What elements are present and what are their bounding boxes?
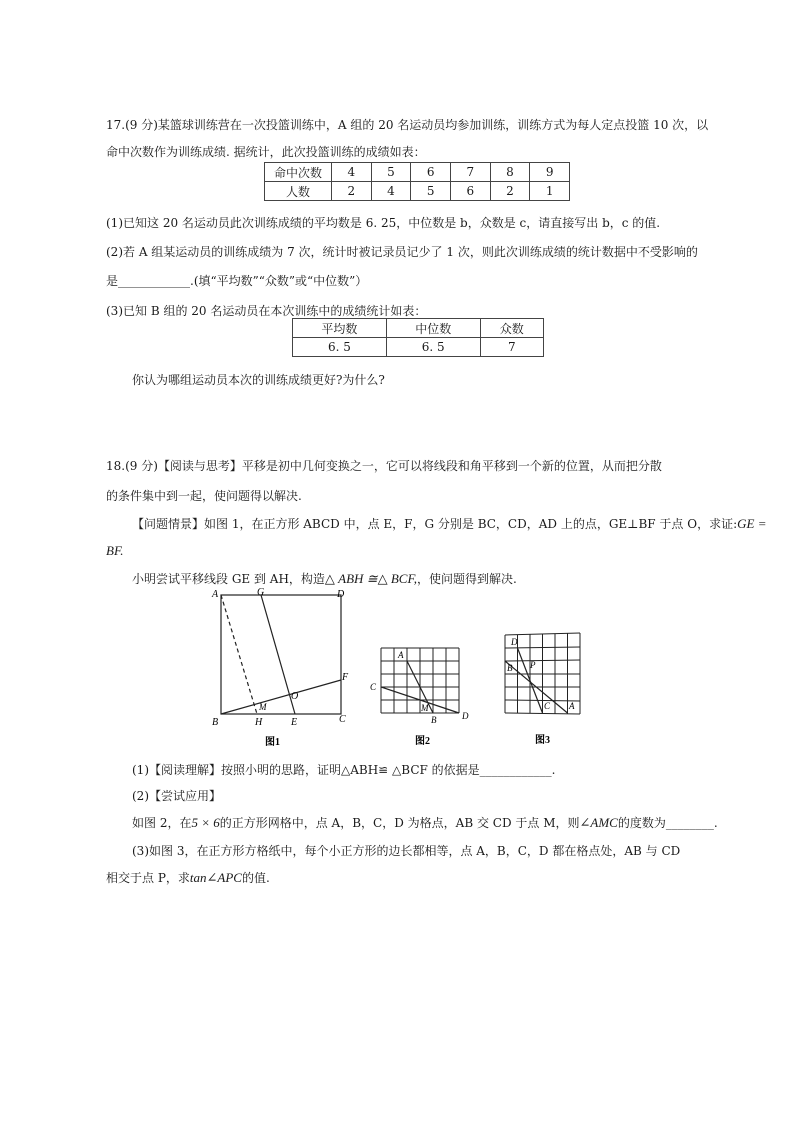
q18-scenario <box>132 516 766 532</box>
fig1-label-h: H <box>255 717 263 728</box>
q17-part1: (1)已知这 20 名运动员此次训练成绩的平均数是 6. 25，中位数是 b，众数是 c，请直接写出 b，c 的值. <box>106 216 661 230</box>
table-cell: 人数 <box>265 182 332 201</box>
table-cell: 8 <box>490 163 530 182</box>
fig3-label-d: D <box>511 637 518 647</box>
fig3-caption: 图3 <box>535 735 550 746</box>
fig1-label-b: B <box>212 717 219 728</box>
fig1-label-c: C <box>339 714 346 725</box>
figure-3 <box>495 630 595 750</box>
table-cell: 6 <box>411 163 451 182</box>
fig1-caption: 图1 <box>265 737 280 748</box>
q18-line2: 的条件集中到一起，使问题得以解决. <box>106 489 302 503</box>
table-row <box>293 338 544 357</box>
table-cell: 6. 5 <box>293 338 387 357</box>
table-cell: 5 <box>411 182 451 201</box>
fig3-label-b: B <box>507 663 513 673</box>
fig2-caption: 图2 <box>415 736 430 747</box>
segment-bf <box>221 680 341 714</box>
fig1-label-e: E <box>291 717 298 728</box>
table-row <box>265 182 570 201</box>
fig2-label-c: C <box>370 682 377 692</box>
table-cell: 9 <box>530 163 570 182</box>
table-cell: 6. 5 <box>386 338 480 357</box>
table-cell: 5 <box>371 163 411 182</box>
q18-scenario-end: BF. <box>106 543 124 558</box>
fig1-label-d: D <box>337 589 345 600</box>
fig3-label-a: A <box>569 701 575 711</box>
q18-attempt-text: 小明尝试平移线段 GE 到 AH，构造 <box>132 572 325 586</box>
square-abcd <box>221 595 341 714</box>
q18-sub3-text-a: 相交于点 P，求 <box>106 871 190 885</box>
q17-table1 <box>264 162 570 201</box>
fig1-label-o: O <box>291 691 299 702</box>
table-row <box>265 163 570 182</box>
figure-1 <box>205 585 365 750</box>
q17-line2: 命中次数作为训练成绩. 据统计，此次投篮训练的成绩如表： <box>106 145 426 159</box>
q18-sub3-line1: (3)如图 3，在正方形方格纸中，每个小正方形的边长都相等，点 A，B，C，D 都在格点处，AB 与 CD <box>132 844 681 858</box>
q18-line1: 18.(9 分)【阅读与思考】平移是初中几何变换之一，它可以将线段和角平移到一个新的位置，从而把分散 <box>106 459 662 473</box>
q18-sub3-tan: tan∠APC <box>189 870 242 885</box>
fig1-label-m: M <box>259 702 267 712</box>
q17-part2-line1: (2)若 A 组某运动员的训练成绩为 7 次，统计时被记录员记少了 1 次，则此次训练成绩的统计数据中不受影响的 <box>106 245 698 259</box>
q17-table2 <box>292 318 544 357</box>
table-cell: 4 <box>332 163 372 182</box>
q18-attempt-end: ，使问题得到解决. <box>416 572 517 586</box>
fig2-label-m: M <box>421 703 429 713</box>
table-cell: 1 <box>530 182 570 201</box>
fig2-label-b: B <box>431 715 437 725</box>
q18-sub2-text-b: 的正方形网格中，点 A，B，C，D 为格点，AB 交 CD 于点 M，则 <box>219 816 580 830</box>
table-cell: 中位数 <box>386 319 480 338</box>
fig3-label-c: C <box>544 701 551 711</box>
q17-part3: (3)已知 B 组的 20 名运动员在本次训练中的成绩统计如表： <box>106 304 427 318</box>
q17-question: 你认为哪组运动员本次的训练成绩更好?为什么? <box>132 373 385 387</box>
table-cell: 2 <box>490 182 530 201</box>
figure-2 <box>365 640 477 750</box>
fig2-label-a: A <box>398 650 404 660</box>
table-cell: 命中次数 <box>265 163 332 182</box>
q18-sub2-grid-size: 5 × 6 <box>191 815 220 830</box>
q18-sub3-text-b: 的值. <box>241 871 270 885</box>
q18-scenario-math: GE = <box>737 516 767 531</box>
fig2-grid <box>381 648 459 713</box>
fig1-label-a: A <box>212 589 219 600</box>
table-cell: 7 <box>450 163 490 182</box>
fig1-label-f: F <box>342 672 349 683</box>
segment-ge <box>261 595 295 714</box>
q18-sub1: (1)【阅读理解】按照小明的思路，证明△ABH≌ △BCF 的依据是____________. <box>132 763 556 777</box>
table-row <box>293 319 544 338</box>
table-cell: 众数 <box>480 319 543 338</box>
fig3-label-p: P <box>530 660 536 670</box>
q18-sub3-line2 <box>106 870 270 886</box>
table-cell: 平均数 <box>293 319 387 338</box>
segment-ah <box>221 595 257 714</box>
q18-sub2-title: (2)【尝试应用】 <box>132 789 221 803</box>
q18-attempt-math: △ ABH ≅△ BCF, <box>324 571 417 586</box>
fig1-label-g: G <box>257 587 265 598</box>
table-cell: 2 <box>332 182 372 201</box>
q18-scenario-text: 【问题情景】如图 1，在正方形 ABCD 中，点 E，F，G 分别是 BC，CD，AD 上的点，GE⊥BF 于点 O，求证: <box>132 517 738 531</box>
table-cell: 4 <box>371 182 411 201</box>
q17-line1: 17.(9 分)某篮球训练营在一次投篮训练中，A 组的 20 名运动员均参加训练，训练方式为每人定点投篮 10 次，以 <box>106 118 709 132</box>
q18-sub2 <box>132 815 718 831</box>
q18-sub2-text-a: 如图 2，在 <box>132 816 192 830</box>
q18-sub2-angle: ∠AMC <box>579 815 618 830</box>
q18-sub2-text-c: 的度数为________. <box>617 816 718 830</box>
table-cell: 6 <box>450 182 490 201</box>
table-cell: 7 <box>480 338 543 357</box>
fig2-label-d: D <box>462 711 469 721</box>
q17-part2-line2: 是____________.(填“平均数”“众数”或“中位数”） <box>106 274 368 288</box>
